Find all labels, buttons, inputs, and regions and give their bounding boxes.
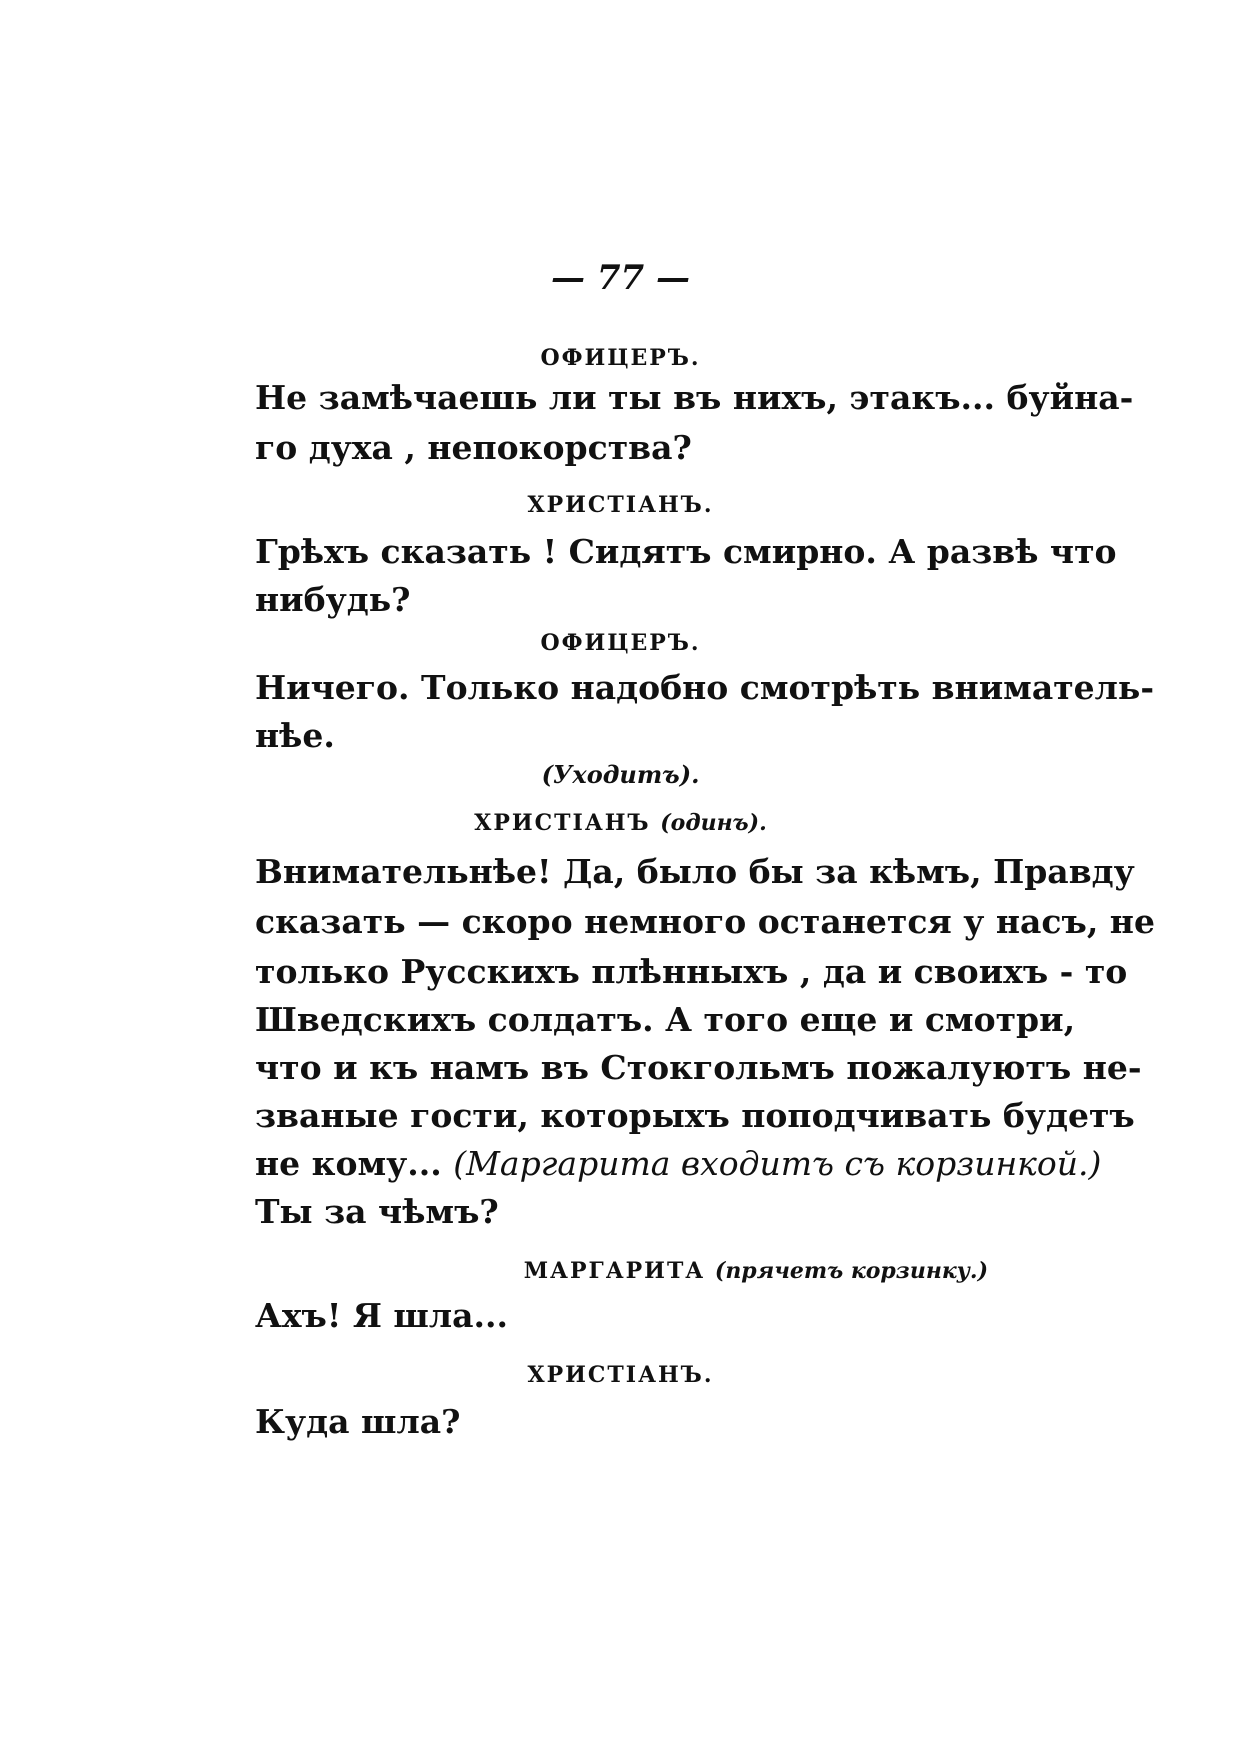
text-line: что и къ намъ въ Стокгольмъ пожалуютъ не- (255, 1048, 1142, 1087)
text-line: только Русскихъ плѣнныхъ , да и своихъ - то (255, 952, 1128, 991)
speaker-officer: ОФИЦЕРЪ. (540, 630, 701, 656)
text-line: Грѣхъ сказать ! Сидятъ смирно. А развѣ что (255, 532, 1117, 571)
speaker-direction: (прячетъ корзинку.) (714, 1258, 988, 1284)
text-line: нибудь? (255, 580, 411, 619)
text-line (255, 1144, 1102, 1183)
text-line: го духа , непокорства? (255, 428, 692, 467)
text-fragment: не кому... (255, 1144, 442, 1183)
text-line: Шведскихъ солдатъ. А того еще и смотри, (255, 1000, 1076, 1039)
speaker-margarita (0, 1258, 988, 1284)
text-line: сказать — скоро немного останется у насъ, не (255, 902, 1155, 941)
text-line: нѣе. (255, 716, 335, 755)
inline-stage-direction: (Маргарита входитъ съ корзинкой.) (453, 1144, 1102, 1183)
text-line: Куда шла? (255, 1402, 461, 1441)
speaker-name: МАРГАРИТА (523, 1258, 706, 1284)
stage-direction: (Уходитъ). (541, 760, 700, 789)
speaker-officer: ОФИЦЕРЪ. (540, 345, 701, 371)
text-line: Ты за чѣмъ? (255, 1192, 499, 1231)
text-line: Внимательнѣе! Да, было бы за кѣмъ, Правду (255, 852, 1135, 891)
text-line: Ничего. Только надобно смотрѣть вниматель- (255, 668, 1155, 707)
text-line: званые гости, которыхъ поподчивать будетъ (255, 1096, 1135, 1135)
page-number: — 77 — (551, 258, 690, 298)
speaker-christian: ХРИСТІАНЪ. (527, 1362, 714, 1388)
speaker-christian: ХРИСТІАНЪ. (527, 492, 714, 518)
speaker-christian (0, 810, 1241, 836)
speaker-direction: (одинъ). (660, 810, 767, 836)
text-line: Ахъ! Я шла... (255, 1296, 509, 1335)
text-line: Не замѣчаешь ли ты въ нихъ, этакъ... буйна- (255, 378, 1134, 417)
speaker-name: ХРИСТІАНЪ (474, 810, 651, 836)
